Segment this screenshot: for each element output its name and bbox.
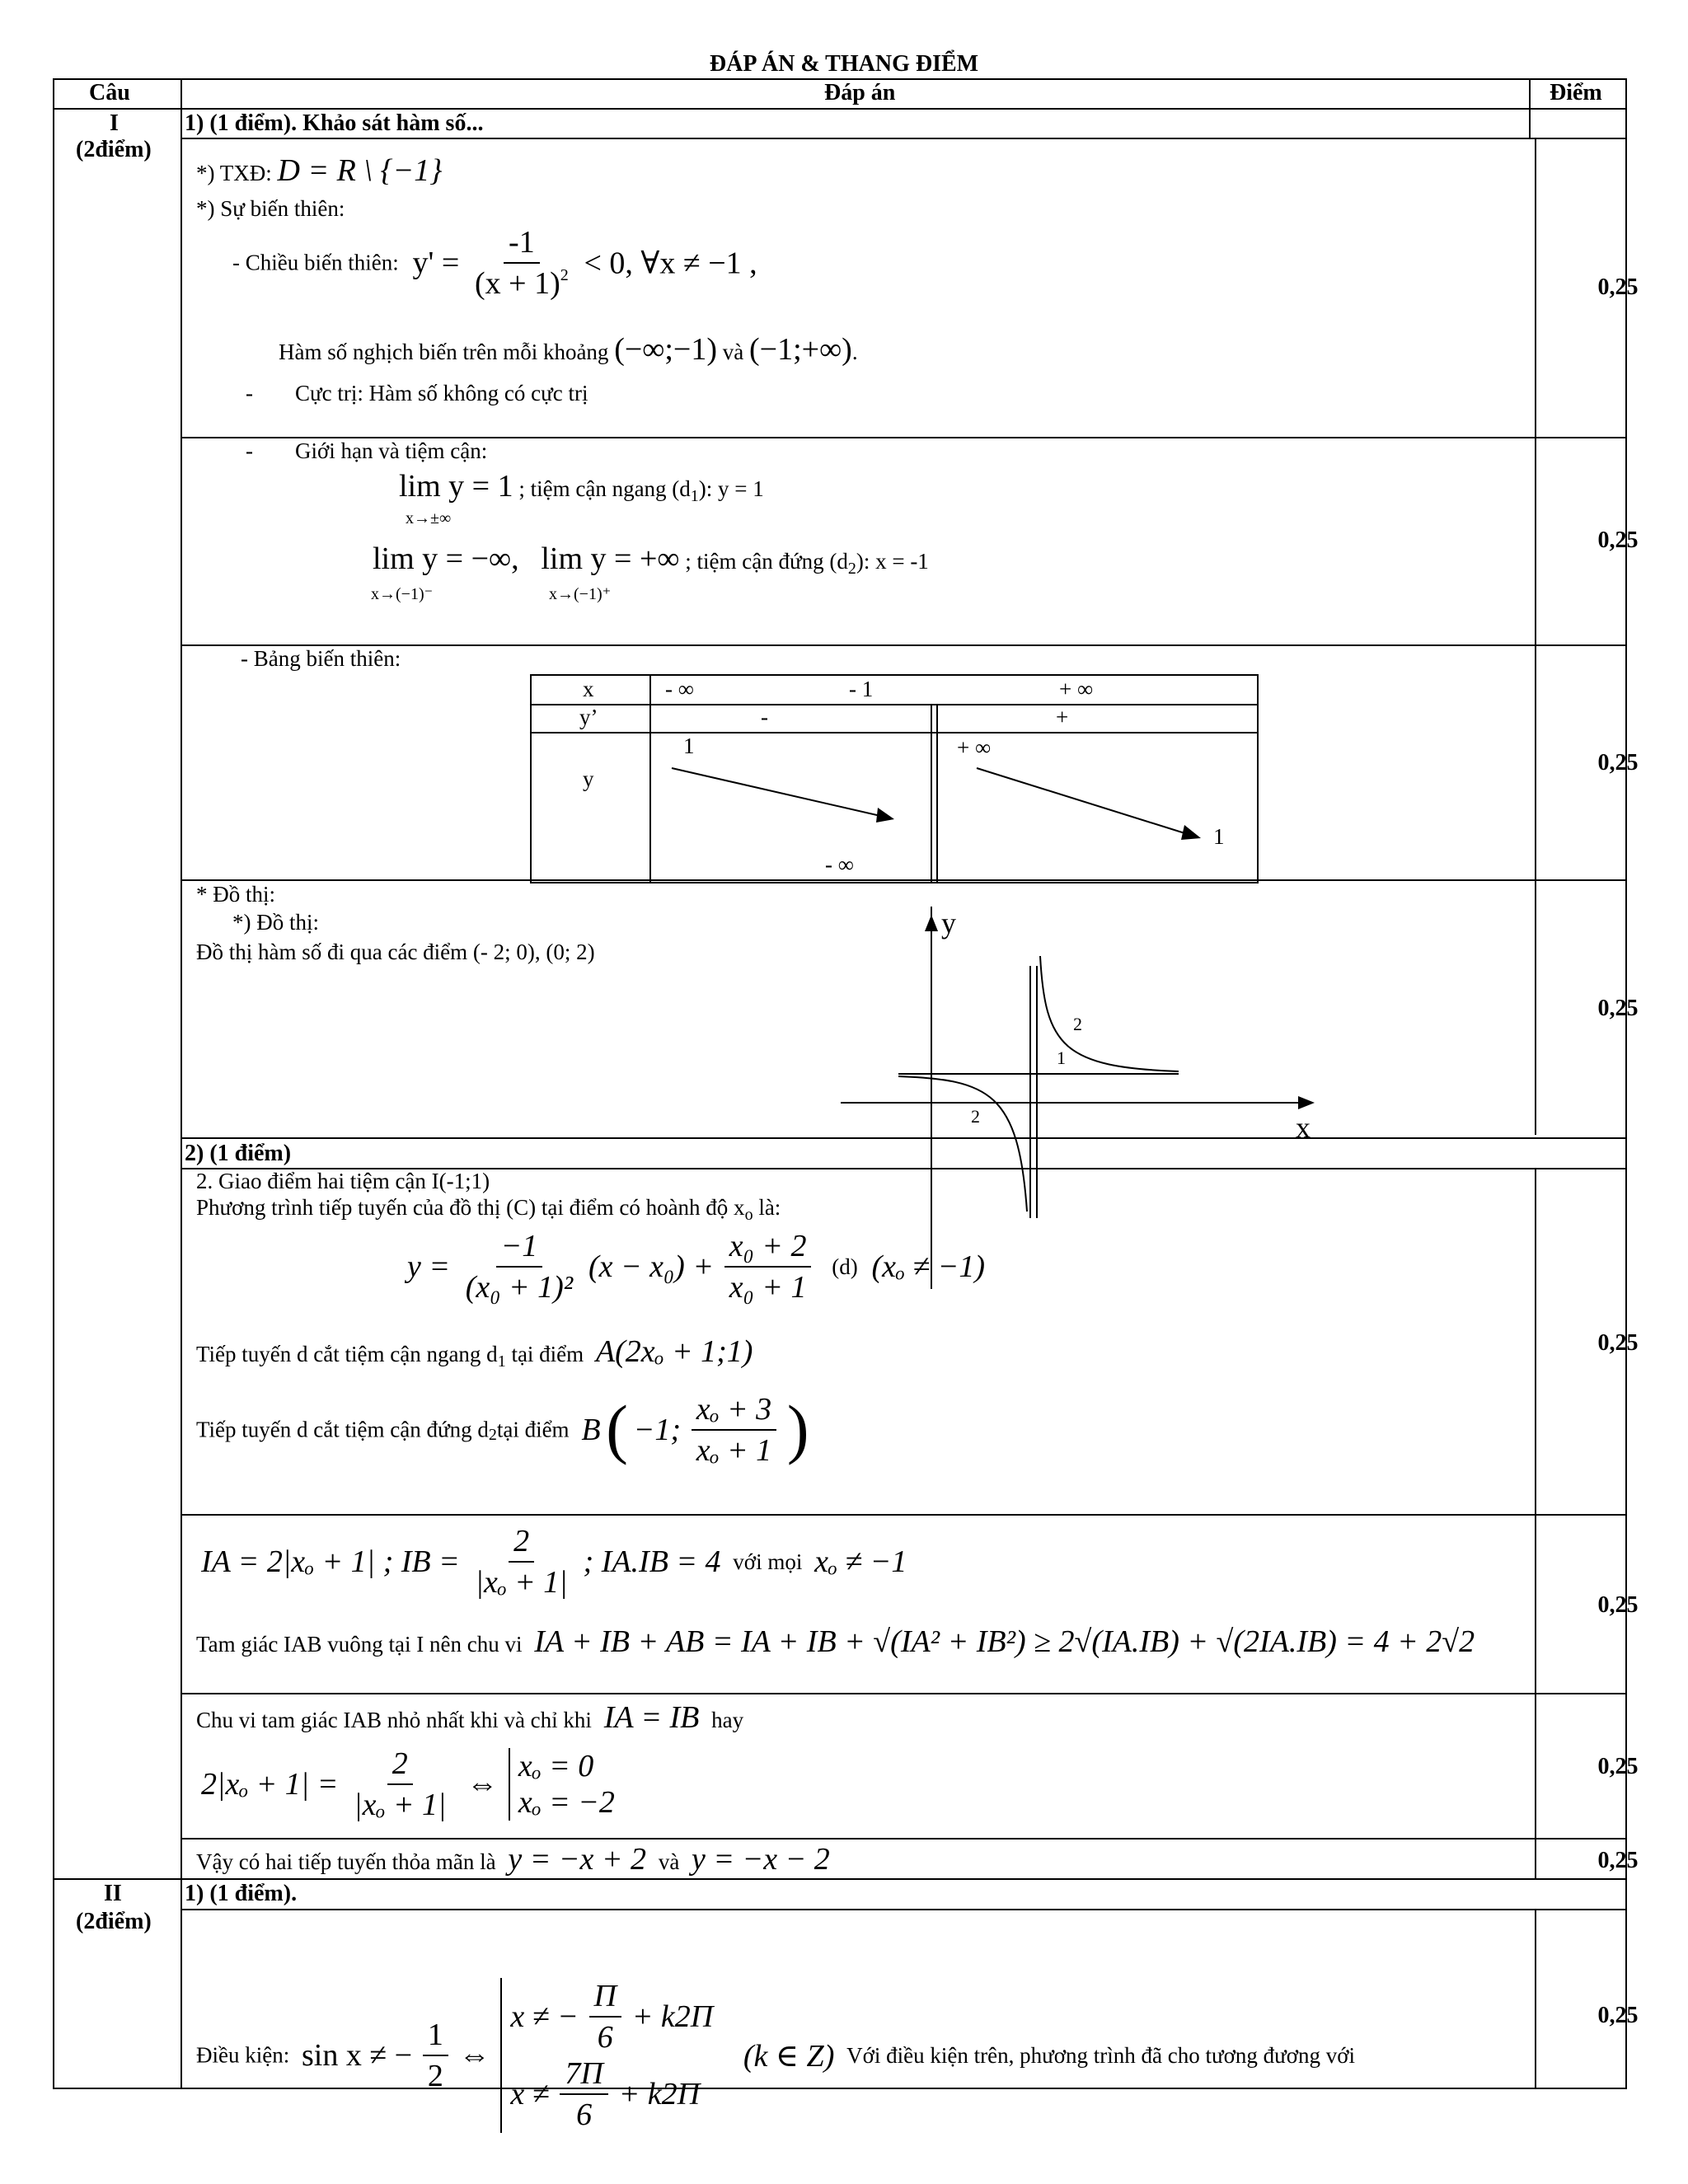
abs-equation: 2|xₒ + 1| = $\frac{2}{\text{|xₒ + 1|}}$ ⇔ xₒ = 0 xₒ = −2 xyxy=(201,1746,615,1822)
lim2: lim y = −∞, lim y = +∞ ; tiệm cận đứng $(d_2)$: x = -1 xyxy=(373,541,929,578)
row-line xyxy=(181,879,1627,881)
row-line xyxy=(181,1909,1627,1910)
score-7: 0,25 xyxy=(1597,1754,1639,1779)
dothi-3: Đồ thị hàm số đi qua các điểm (- 2; 0), (0; 2) xyxy=(196,940,595,964)
tt-frac1: $\frac{-1}{\text{(x₀ + 1)²}}$ xyxy=(465,1229,574,1305)
vt-y-minf: - ∞ xyxy=(825,852,854,877)
header-bottom xyxy=(53,108,1627,110)
score-8: 0,25 xyxy=(1597,1848,1639,1873)
header-diem: Điểm xyxy=(1550,80,1602,105)
score-2: 0,25 xyxy=(1597,527,1639,553)
q1-number: I xyxy=(110,110,119,136)
lim2a-sub: x→(−1)⁻ xyxy=(371,585,434,603)
vt-yprime-plus: + xyxy=(1056,705,1069,729)
vt-y-1b: 1 xyxy=(1213,824,1225,849)
q2-number: II xyxy=(104,1881,122,1906)
vt-yprime-minus: - xyxy=(761,705,768,729)
score-1: 0,25 xyxy=(1597,274,1639,300)
table-border-right xyxy=(1625,78,1627,2089)
lim1-sub: x→±∞ xyxy=(406,509,452,527)
condition-row: Điều kiện: sin x ≠ − $\frac{1}{2}$ ⇔ x ≠ − $\frac{\Pi}{6}$ + k2Π x ≠ $\frac{7\Pi}{6}$ + k2Π (k ∈ Z) Với điều kiện trên, phương trình đã cho tương đương với xyxy=(196,1979,1356,2132)
variation-table xyxy=(530,674,1259,883)
vt-y: y xyxy=(583,766,594,791)
eq-frac: $\frac{2}{\text{|xₒ + 1|}}$ xyxy=(354,1746,447,1822)
ia-ib-row: IA = 2|xₒ + 1| ; IB = $\frac{2}{\text{|xₒ + 1|}}$ ; IA.IB = 4 với mọi xₒ ≠ −1 xyxy=(201,1524,907,1600)
bbt-label: - Bảng biến thiên: xyxy=(241,646,401,671)
cbt-fraction: $\frac{-1}{(x + 1)^2}$ xyxy=(475,225,569,301)
ib-frac: $\frac{2}{\text{|xₒ + 1|}}$ xyxy=(475,1524,568,1600)
vt-x-minf: - ∞ xyxy=(665,677,694,701)
min-perimeter-row: Chu vi tam giác IAB nhỏ nhất khi và chỉ khi IA = IB hay xyxy=(196,1700,744,1735)
row-line xyxy=(181,1838,1627,1840)
nb-row: Hàm số nghịch biến trên mỗi khoảng (−∞;−1) và (−1;+∞). xyxy=(279,332,858,367)
point-b-row: Tiếp tuyến d cắt tiệm cận đứng $d_2tại$ điểm B ( −1; $\frac{\text{xₒ + 3}}{\text{xₒ + 1}}$ ) xyxy=(196,1392,809,1468)
score-4: 0,25 xyxy=(1597,996,1639,1021)
q1-part2-heading: 2) (1 điểm) xyxy=(185,1141,292,1166)
page-title: ĐÁP ÁN & THANG ĐIỂM xyxy=(709,51,979,77)
tangent-equation: y = $\frac{-1}{\text{(x₀ + 1)²}}$ (x − x₀) + $\frac{\text{x₀ + 2}}{\text{x₀ + 1}}$ (d) (xₒ ≠ −1) xyxy=(407,1229,985,1305)
graph-label-2a: 2 xyxy=(1073,1014,1082,1034)
lim1: lim y = 1 ; tiệm cận ngang $(d_1)$: y = 1 xyxy=(399,469,764,505)
header-cau: Câu xyxy=(89,80,130,105)
vt-y-1a: 1 xyxy=(683,733,695,758)
dothi-2: *) Đồ thị: xyxy=(232,910,319,935)
vt-x-m1: - 1 xyxy=(849,677,874,701)
q2-points: (2điểm) xyxy=(76,1909,152,1934)
row-line xyxy=(181,1514,1627,1516)
row-line xyxy=(181,1693,1627,1694)
txd-label: *) TXĐ: D = R \ {−1} xyxy=(196,153,443,188)
sbt-label: *) Sự biến thiên: xyxy=(196,196,345,221)
tt-frac2: $\frac{\text{x₀ + 2}}{\text{x₀ + 1}}$ xyxy=(724,1228,812,1305)
dk-r2-frac: $\frac{7\Pi}{6}$ xyxy=(560,2055,607,2133)
score-q2: 0,25 xyxy=(1597,2003,1639,2028)
table-border-left xyxy=(53,78,54,2089)
score-col-line xyxy=(1535,1909,1536,2088)
gh-dash: - xyxy=(246,438,253,463)
score-5: 0,25 xyxy=(1597,1330,1639,1356)
col1-divider xyxy=(181,78,182,2089)
perimeter-row: Tam giác IAB vuông tại I nên chu vi IA + IB + AB = IA + IB + √(IA² + IB²) ≥ 2√(IA.IB) + √(2IA.IB) = 4 + 2√2 xyxy=(196,1624,1475,1659)
graph-label-1: 1 xyxy=(1057,1047,1066,1068)
y-axis-arrow xyxy=(925,915,938,931)
question-divider xyxy=(53,1878,1627,1880)
branch-left xyxy=(898,1076,1027,1212)
header-dap-an: Đáp án xyxy=(824,80,896,105)
p2-line1: 2. Giao điểm hai tiệm cận I(-1;1) xyxy=(196,1169,490,1193)
col2-divider-head xyxy=(1529,78,1531,138)
score-6: 0,25 xyxy=(1597,1592,1639,1618)
graph-x-label: x xyxy=(1296,1111,1311,1144)
lim2b-sub: x→(−1)⁺ xyxy=(549,585,612,603)
ct-dash: - xyxy=(246,381,253,405)
cbt-row: - Chiều biến thiên: y' = $\frac{-1}{(x + 1)^2}$ < 0, ∀x ≠ −1 , xyxy=(232,225,757,301)
row-line xyxy=(181,138,1627,139)
vt-x-pinf: + ∞ xyxy=(1059,677,1094,701)
dothi-1: * Đồ thị: xyxy=(196,882,276,907)
q1-part1-heading: 1) (1 điểm). Khảo sát hàm số... xyxy=(185,110,484,136)
q2-part1-heading: 1) (1 điểm). xyxy=(185,1881,298,1906)
score-col-line xyxy=(1535,1168,1536,1878)
score-col-line xyxy=(1535,138,1536,1135)
ct-text: Cực trị: Hàm số không có cực trị xyxy=(295,381,588,405)
p2-line2: Phương trình tiếp tuyến của đồ thị (C) tại điểm có hoành độ $x_o$ là: xyxy=(196,1195,781,1224)
vt-arrows xyxy=(532,676,1257,882)
graph-y-label: y xyxy=(941,907,956,940)
dk-r1-frac: $\frac{\Pi}{6}$ xyxy=(589,1978,621,2055)
x-axis-arrow xyxy=(1298,1096,1315,1109)
score-3: 0,25 xyxy=(1597,750,1639,776)
point-a-row: Tiếp tuyến d cắt tiệm cận ngang $d_1$ tại điểm A(2xₒ + 1;1) xyxy=(196,1334,753,1371)
dk-frac: $\frac{1}{2}$ xyxy=(423,2017,448,2094)
gh-text: Giới hạn và tiệm cận: xyxy=(295,438,488,463)
vt-yprime: y’ xyxy=(579,705,598,729)
vt-y-pinf: + ∞ xyxy=(957,735,992,760)
graph-label-2b: 2 xyxy=(971,1106,980,1127)
b-frac: $\frac{\text{xₒ + 3}}{\text{xₒ + 1}}$ xyxy=(692,1391,776,1469)
conclusion-row: Vậy có hai tiếp tuyến thỏa mãn là y = −x + 2 và y = −x − 2 xyxy=(196,1842,830,1877)
q1-points: (2điểm) xyxy=(76,137,152,162)
vt-x: x xyxy=(583,677,594,701)
